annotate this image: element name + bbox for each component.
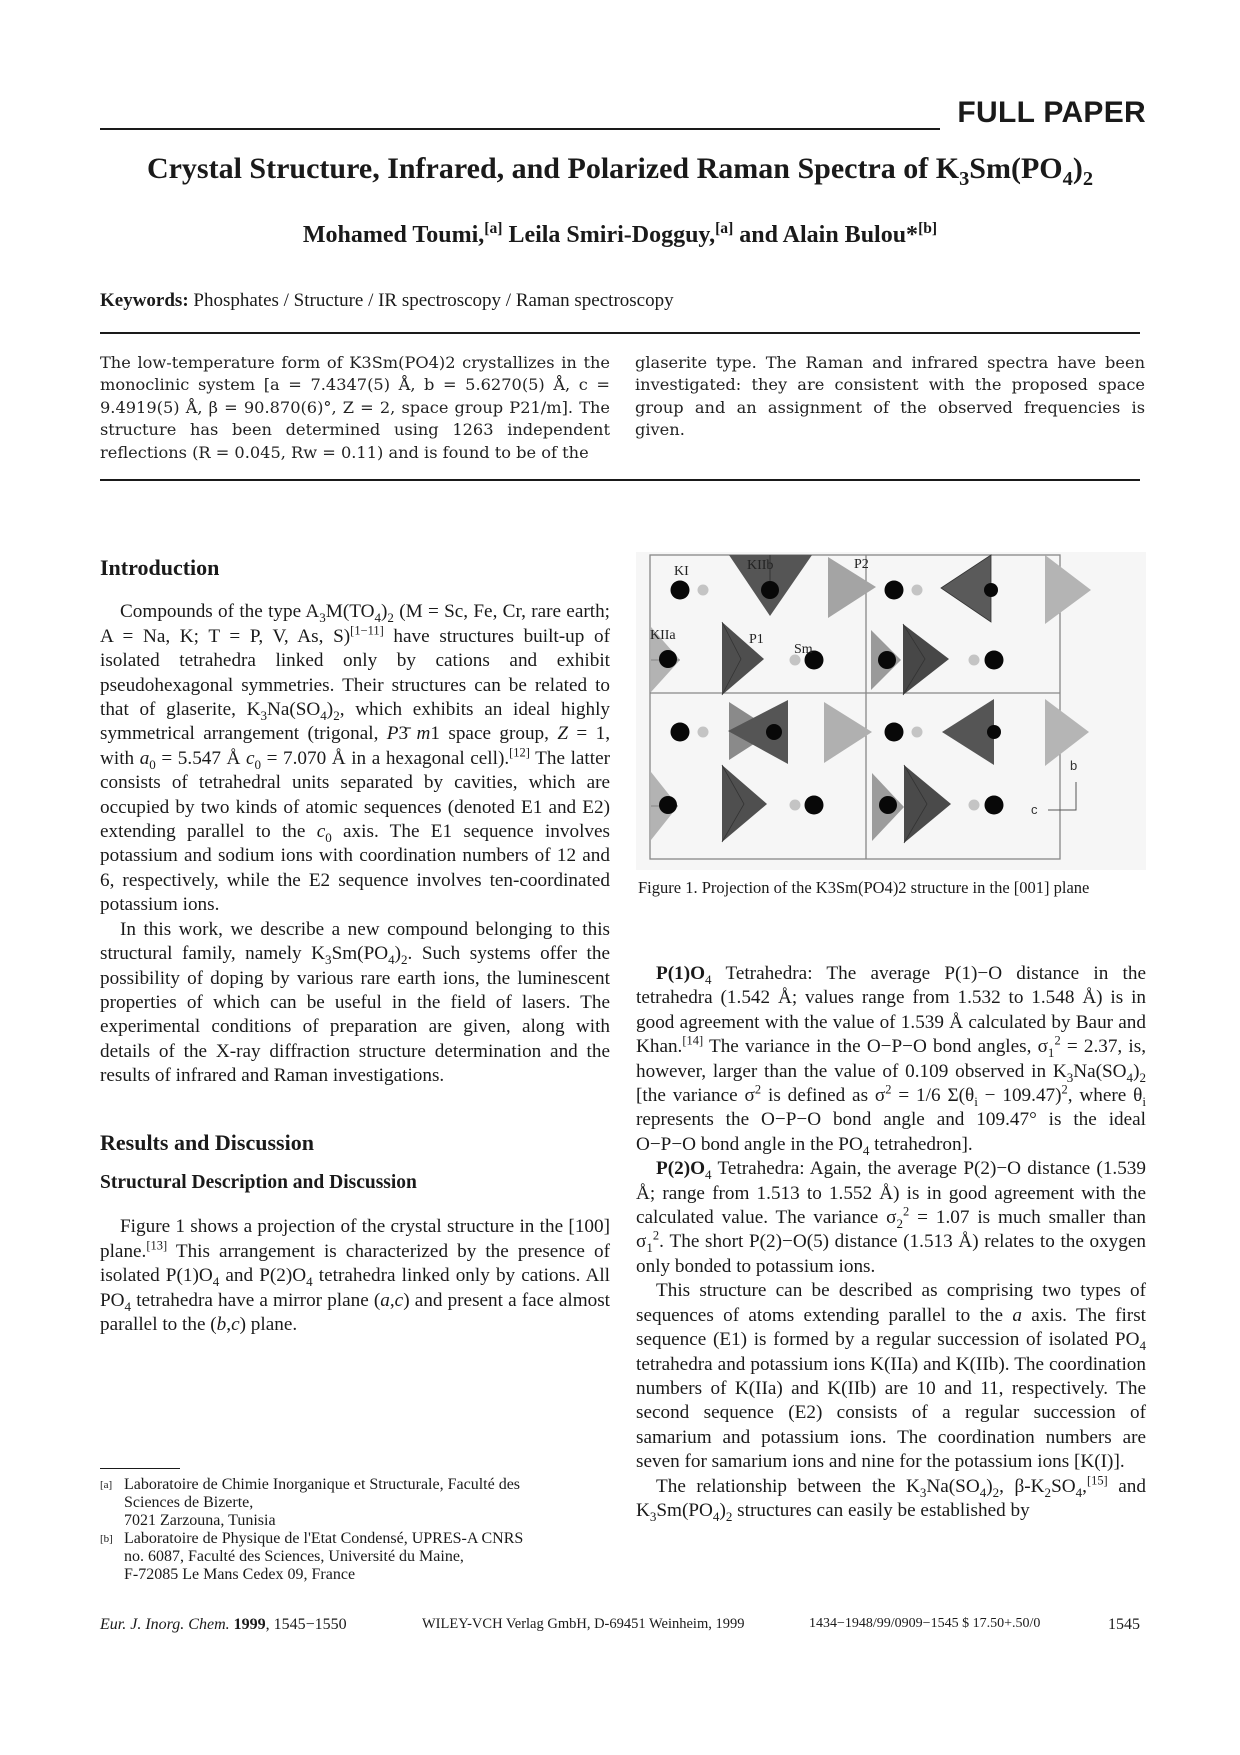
abstract-top-rule [100, 332, 1140, 334]
subsection-heading: Structural Description and Discussion [100, 1171, 417, 1193]
footnote-line: Laboratoire de Chimie Inorganique et Structurale, Faculté des [124, 1476, 521, 1493]
author-list [0, 222, 1240, 249]
atom [790, 800, 801, 811]
atom [766, 724, 782, 740]
atom [969, 655, 980, 666]
paragraph: In this work, we describe a new compound belonging to this structural family, namely $K_3Sm(PO_4)_2$. Such systems offer the possibility of doping by various rare earth ions, the luminescent properties of which can be useful in the field of lasers. The experimental conditions of preparation are given, along with details of the X-ray diffraction structure determination and the results of infrared and Raman investigations. [100, 918, 611, 1087]
abstract-left: The low-temperature form of K3Sm(PO4)2 crystallizes in the monoclinic system [a = 7.4347(5) Å, b = 5.6270(5) Å, c = 9.4919(5) Å, β = 90.870(6)°, Z = 2, space group P21/m]. The structure has been determined using 1263 independent reflections (R = 0.045, Rw = 0.11) and is found to be of the [100, 353, 610, 462]
label-sm: Sm [794, 642, 813, 657]
axis-b-label: b [1070, 758, 1078, 773]
section-heading: Results and Discussion [100, 1129, 314, 1155]
footnote [100, 1530, 610, 1584]
atom [878, 651, 896, 669]
author-name: Leila Smiri-Dogguy, [508, 222, 716, 248]
keywords-text: Phosphates / Structure / IR spectroscopy / Raman spectroscopy [193, 290, 674, 311]
structure-figure [636, 552, 1146, 870]
footnote [100, 1476, 610, 1530]
author-name: and Alain Bulou* [739, 222, 919, 248]
figure-caption: Figure 1. Projection of the K3Sm(PO4)2 structure in the [001] plane [638, 878, 1090, 897]
paragraph: This structure can be described as comprising two types of sequences of atoms extending parallel to the a axis. The first sequence (E1) is formed by a regular succession of isolated $PO_4$ tetrahedra and potassium ions K(IIa) and K(IIb). The coordination numbers of K(IIa) and K(IIb) are 10 and 11, respectively. The second sequence (E2) consists of a regular succession of samarium and potassium ions. The coordination numbers are seven for samarium ions and nine for the potassium ions [K(I)]. [636, 1280, 1146, 1473]
axis-c-label: c [1031, 802, 1038, 817]
footer-issn: 1434−1948/99/0909−1545 $ 17.50+.50/0 [809, 1616, 1041, 1631]
atom [659, 650, 677, 668]
footnote-mark: [a] [100, 1479, 113, 1491]
footer-publisher: WILEY-VCH Verlag GmbH, D-69451 Weinheim, 1999 [422, 1616, 745, 1632]
atom [761, 581, 779, 599]
section-heading: Introduction [100, 555, 220, 580]
atom [659, 796, 677, 814]
full-paper-tag: FULL PAPER [957, 96, 1146, 129]
right-column [636, 962, 1146, 1523]
atom [985, 796, 1004, 815]
atom [984, 583, 998, 597]
label-p2: P2 [854, 557, 869, 572]
atom [985, 651, 1004, 670]
paragraph: Compounds of the type $A_3M(TO_4)_2$ (M = Sc, Fe, Cr, rare earth; A = Na, K; T = P, V, As, S)[1−11] have structures built-up of isolated tetrahedra linked only by cations and exhibit pseudohexagonal symmetries. Their structures can be related to that of glaserite, $K_3Na(SO_4)_2$, which exhibits an ideal highly symmetrical arrangement (trigonal, P3̄ m1 space group, Z = 1, with $a_0 = 5.547$ Å $c_0 = 7.070$ Å in a hexagonal cell).[12] The latter consists of tetrahedral units separated by cavities, which are occupied by two kinds of atomic sequences (denoted E1 and E2) extending parallel to the $c_0$ axis. The E1 sequence involves potassium and sodium ions with coordination numbers of 12 and 6, respectively, while the E2 sequence involves ten-coordinated potassium ions. [100, 601, 611, 916]
footer-citation: Eur. J. Inorg. Chem. 1999, 1545−1550 [100, 1616, 347, 1633]
author-name: Mohamed Toumi, [302, 222, 485, 248]
atom [969, 800, 980, 811]
atom [879, 796, 897, 814]
footnote-line: Sciences de Bizerte, [124, 1494, 254, 1511]
footnote-line: Laboratoire de Physique de l'Etat Condensé, UPRES-A CNRS [124, 1530, 524, 1547]
footnote-mark: [b] [100, 1533, 113, 1545]
paragraph: $P(2)O_4$ Tetrahedra: Again, the average P(2)−O distance (1.539 Å; range from 1.513 to 1.552 Å) is in good agreement with the calculated value. The variance $\sigma_2^2 = 1.07$ is much smaller than $\sigma_1^2$. The short P(2)−O(5) distance (1.513 Å) relates to the oxygen only bonded to potassium ions. [636, 1158, 1146, 1277]
atom [805, 796, 824, 815]
paragraph: Figure 1 shows a projection of the crystal structure in the [100] plane.[13] This arrangement is characterized by the presence of isolated $P(1)O_4$ and $P(2)O_4$ tetrahedra linked only by cations. All $PO_4$ tetrahedra have a mirror plane (a,c) and present a face almost parallel to the (b,c) plane. [100, 1216, 611, 1335]
footnote-rule [100, 1468, 180, 1469]
keywords-label: Keywords: [100, 290, 189, 311]
footnotes [100, 1476, 610, 1584]
footnote-line: 7021 Zarzouna, Tunisia [124, 1512, 276, 1529]
affiliation-mark: [a] [484, 220, 503, 237]
paragraph: The relationship between the $K_3Na(SO_4)_2$, $\beta-K_2SO_4,[15]$ and $K_3Sm(PO_4)_2$ structures can easily be established by [636, 1473, 1146, 1524]
page-number: 1545 [1108, 1616, 1140, 1633]
atom [987, 725, 1001, 739]
label-ki: KI [674, 564, 689, 579]
affiliation-mark: [a] [715, 220, 734, 237]
footnote-line: F-72085 Le Mans Cedex 09, France [124, 1566, 356, 1583]
left-column [100, 556, 610, 1337]
label-kiia: KIIa [650, 628, 676, 643]
abstract-bottom-rule [100, 479, 1140, 481]
abstract-right: glaserite type. The Raman and infrared spectra have been investigated: they are consistent with the proposed space group and an assignment of the observed frequencies is given. [635, 353, 1145, 440]
footnote-line: no. 6087, Faculté des Sciences, Université du Maine, [124, 1548, 464, 1565]
paragraph: $P(1)O_4$ Tetrahedra: The average P(1)−O distance in the tetrahedra (1.542 Å; values range from 1.532 to 1.548 Å) is in good agreement with the value of 1.539 Å calculated by Baur and Khan.[14] The variance in the O−P−O bond angles, $\sigma_1^2 = 2.37$, is, however, larger than the value of 0.109 observed in $K_3Na(SO_4)_2$ [the variance $\sigma^2$ is defined as $\sigma^2 = 1/6$ $\Sigma(\theta_i - 109.47)^2$, where $\theta_i$ represents the O−P−O bond angle and 109.47° is the ideal O−P−O bond angle in the $PO_4$ tetrahedron]. [636, 963, 1146, 1158]
keywords [100, 290, 674, 312]
header-rule [100, 128, 940, 130]
paper-title: Crystal Structure, Infrared, and Polarized Raman Spectra of $K_3Sm(PO_4)_2$ [146, 152, 1094, 190]
label-kiib: KIIb [747, 558, 774, 573]
label-p1: P1 [749, 632, 764, 647]
affiliation-mark: [b] [918, 220, 938, 237]
